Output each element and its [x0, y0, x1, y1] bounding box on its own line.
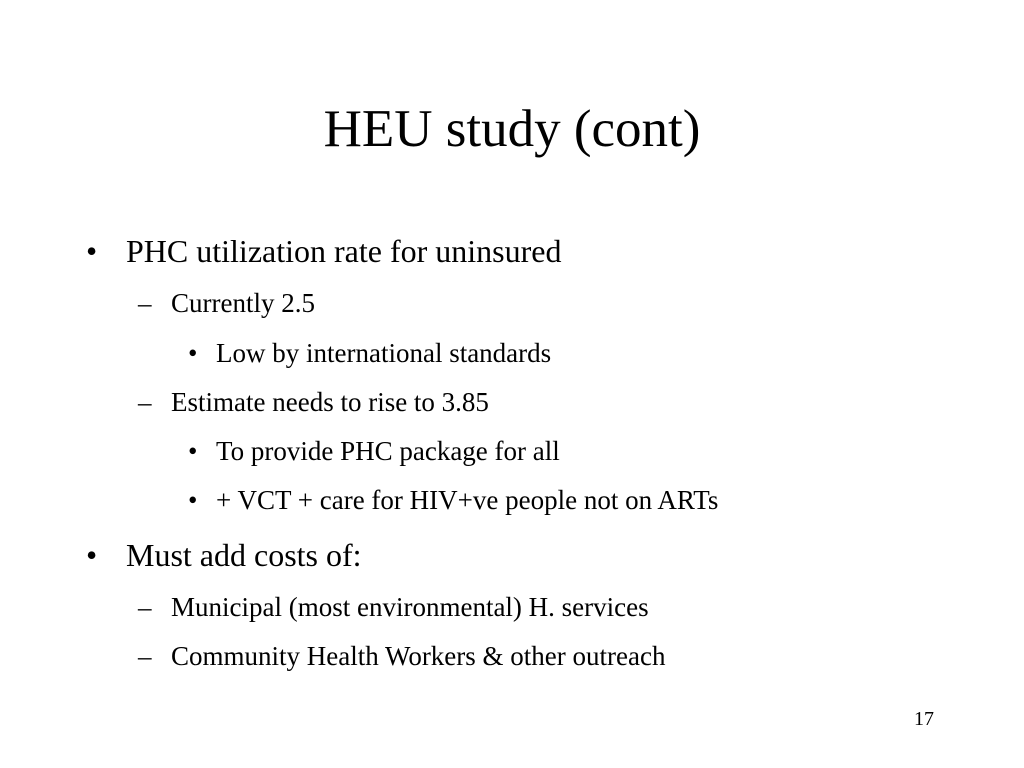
sub-bullet-item — [138, 591, 649, 623]
bullet-marker: • — [188, 338, 198, 368]
sub-sub-bullet-item — [188, 337, 551, 369]
bullet-item — [86, 536, 362, 574]
sub-sub-bullet-item — [188, 484, 718, 516]
sub-bullet-text: Community Health Workers & other outreach — [171, 641, 666, 671]
bullet-marker: • — [86, 537, 98, 573]
page-number: 17 — [914, 708, 934, 730]
sub-bullet-text: Estimate needs to rise to 3.85 — [171, 387, 489, 417]
sub-sub-bullet-text: To provide PHC package for all — [216, 436, 560, 466]
sub-bullet-text: Currently 2.5 — [171, 288, 315, 318]
sub-bullet-item — [138, 386, 489, 418]
bullet-marker: • — [86, 233, 98, 269]
sub-sub-bullet-text: Low by international standards — [216, 338, 552, 368]
bullet-marker: • — [188, 485, 198, 515]
sub-bullet-item — [138, 640, 665, 672]
bullet-text: Must add costs of: — [126, 537, 362, 573]
bullet-marker: • — [188, 436, 198, 466]
bullet-text: PHC utilization rate for uninsured — [126, 233, 562, 269]
sub-sub-bullet-text: + VCT + care for HIV+ve people not on ARTs — [216, 485, 719, 515]
dash-marker: – — [138, 288, 152, 318]
bullet-item — [86, 232, 561, 270]
sub-sub-bullet-item — [188, 435, 560, 467]
slide-title: HEU study (cont) — [323, 100, 701, 158]
dash-marker: – — [138, 592, 152, 622]
dash-marker: – — [138, 387, 152, 417]
sub-bullet-item — [138, 287, 315, 319]
sub-bullet-text: Municipal (most environmental) H. services — [171, 592, 649, 622]
dash-marker: – — [138, 641, 152, 671]
